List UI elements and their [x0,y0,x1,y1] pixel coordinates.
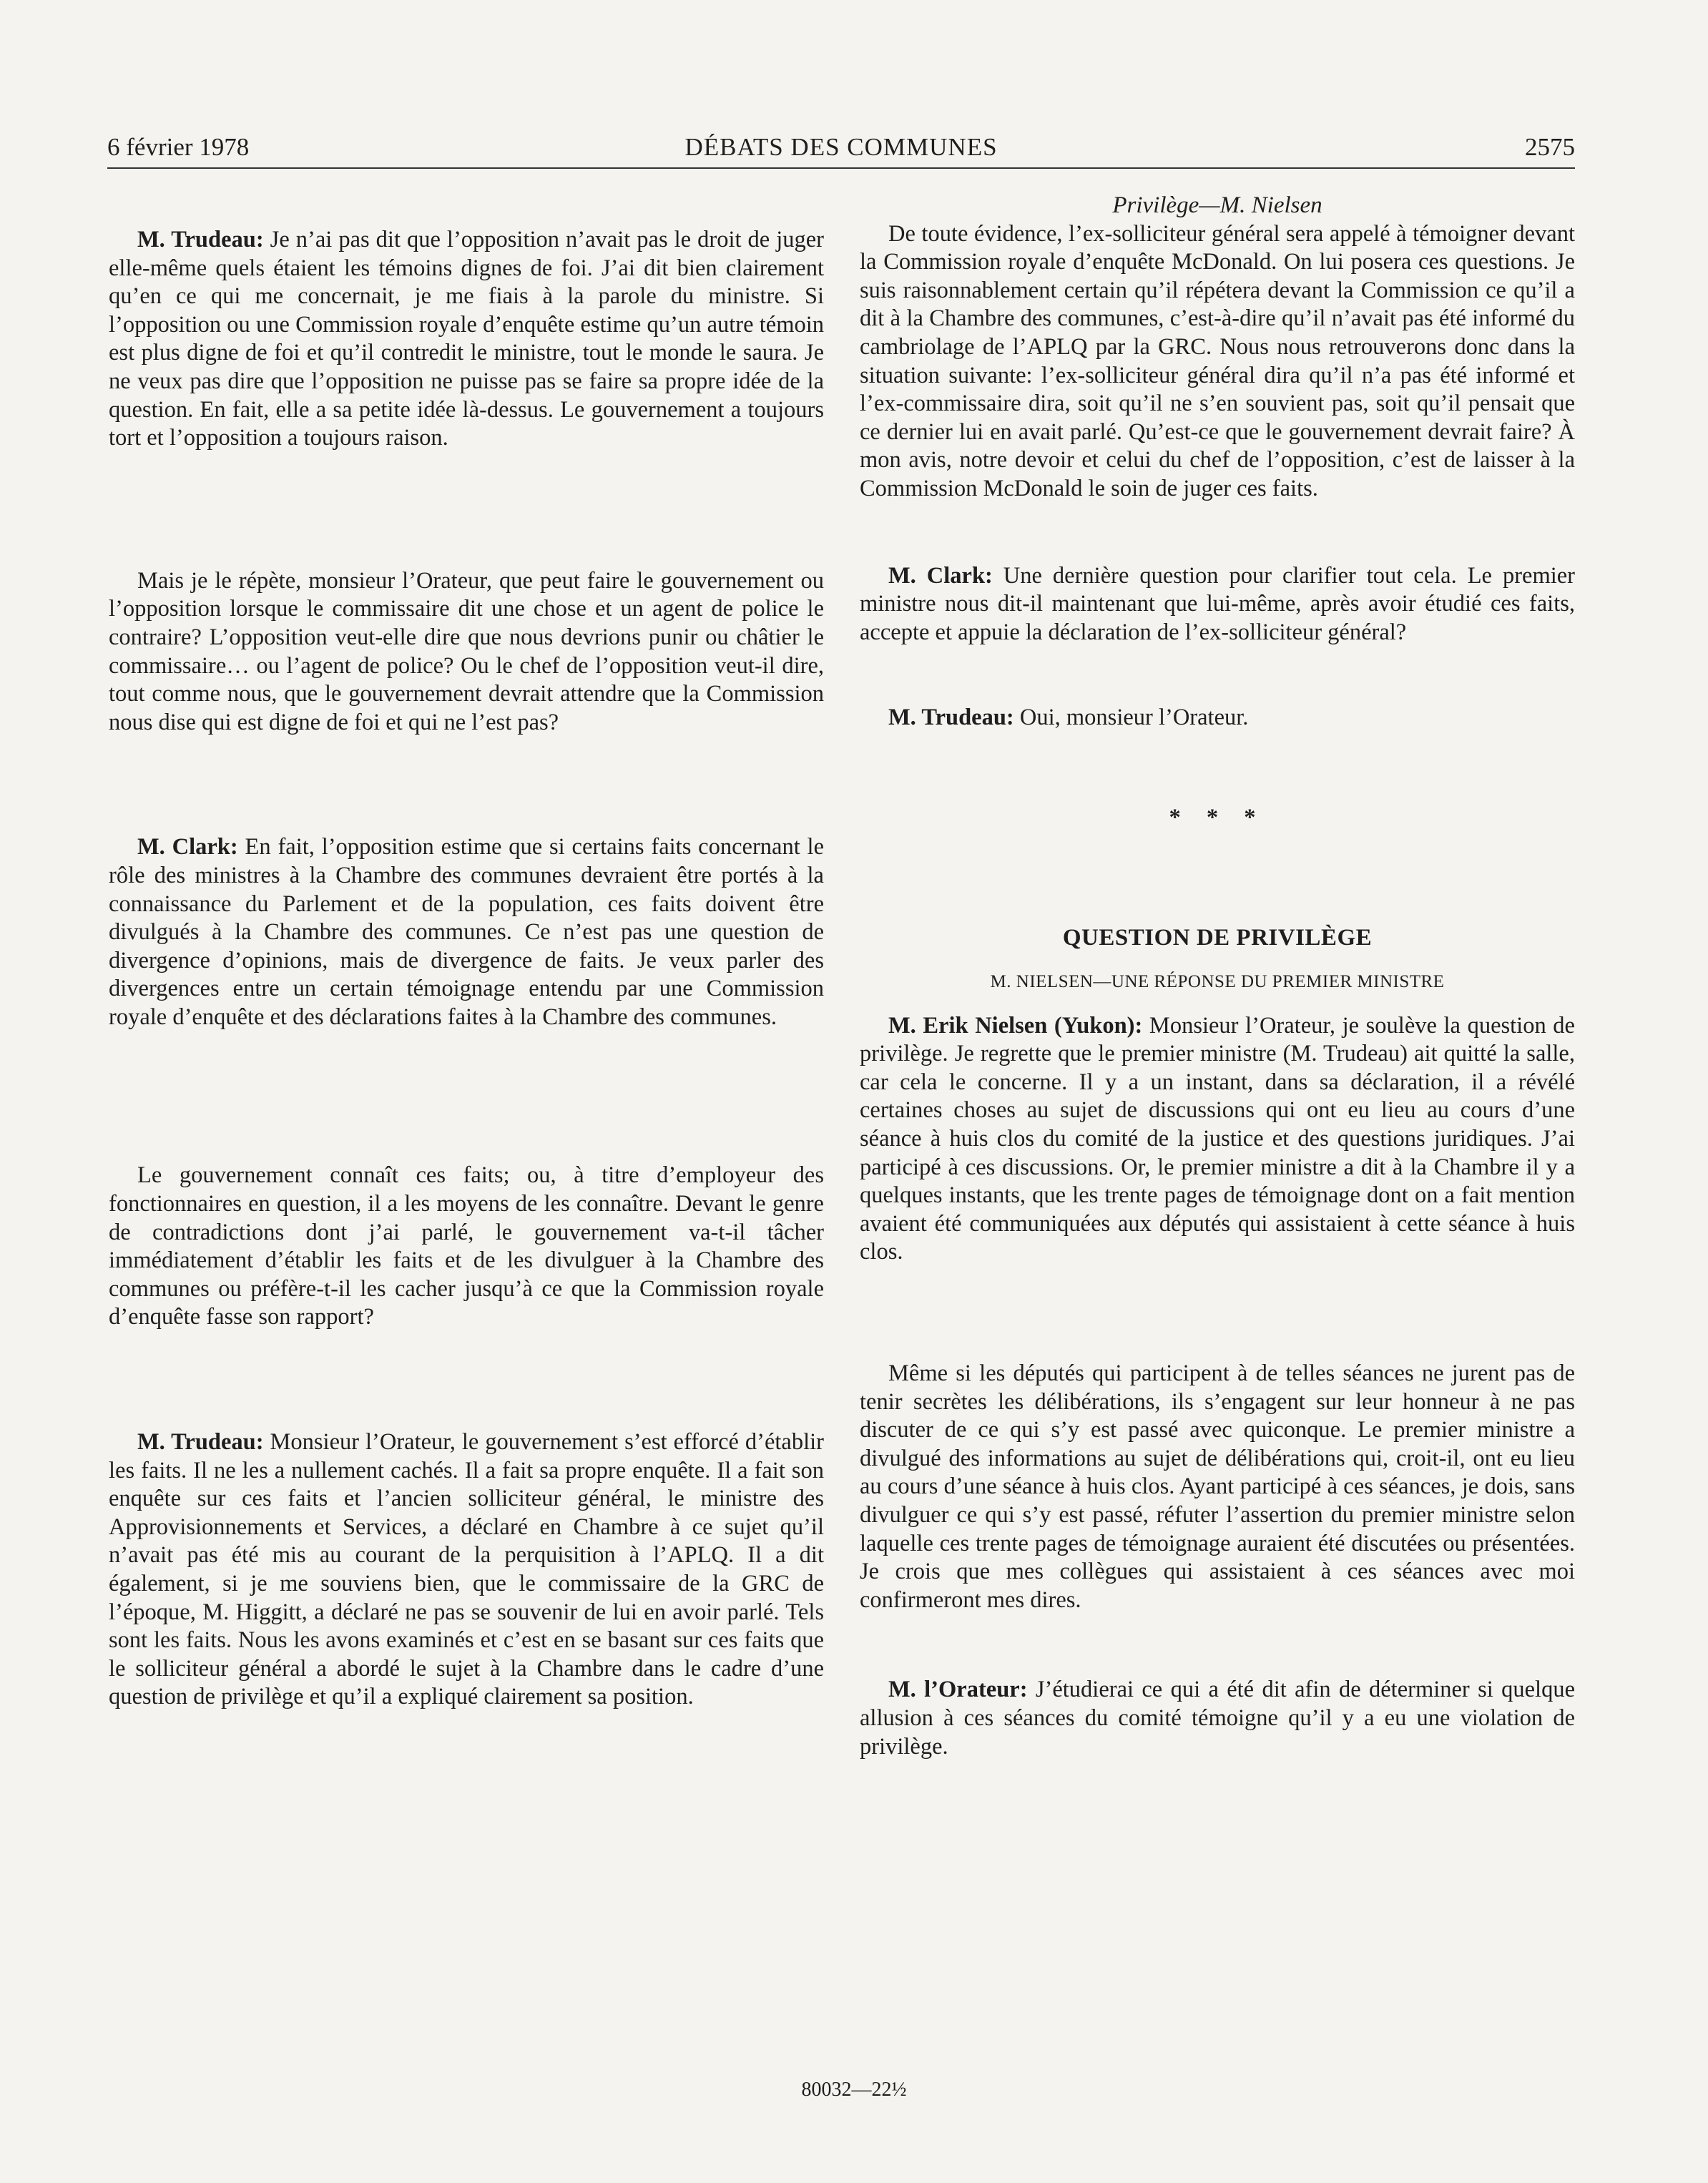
paragraph [109,833,824,1031]
speaker-name: M. Clark: [137,834,238,860]
speaker-name: M. l’Orateur: [888,1677,1028,1703]
paragraph [860,562,1575,647]
paragraph-text: Oui, monsieur l’Orateur. [1013,705,1249,731]
paragraph [860,1360,1575,1614]
paragraph-text: Monsieur l’Orateur, je soulève la question de privilège. Je regrette que le premier ministre (M. Trudeau) ait quitté la salle, car cela le concerne. Il y a un instant, dans sa déclaration, il a révélé certaines choses au sujet de discussions qui ont eu lieu au cours d’une séance à huis clos du comité de la justice et des questions juridiques. J’ai participé à ces discussions. Or, le premier ministre a dit à la Chambre il y a quelques instants, que les trente pages de témoignage dont on a fait mention avaient été communiquées aux députés qui assistaient à cette séance à huis clos. [860,1012,1575,1265]
speaker-name: M. Trudeau: [888,705,1014,731]
paragraph [860,1676,1575,1761]
paragraph [860,220,1575,504]
paragraph [860,1012,1575,1267]
paragraph-text: Le gouvernement connaît ces faits; ou, à titre d’employeur des fonctionnaires en question, il a les moyens de les connaître. Devant le genre de contradictions dont j’ai parlé, le gouvernement va-t-il tâcher immédiatement d’établir les faits et de les divulguer à la Chambre des communes ou préfère-t-il les cacher jusqu’à ce que la Commission royale d’enquête fasse son rapport? [109,1162,824,1330]
paragraph-text: Mais je le répète, monsieur l’Orateur, que peut faire le gouvernement ou l’opposition lorsque le commissaire dit une chose et un agent de police le contraire? L’opposition veut-elle dire que nous devrions punir ou châtier le commissaire… ou l’agent de police? Ou le chef de l’opposition veut-il dire, tout comme nous, que le gouvernement devrait attendre que la Commission nous dise qui est digne de foi et qui ne l’est pas? [109,567,824,735]
speaker-name: M. Erik Nielsen (Yukon): [888,1012,1143,1039]
paragraph-text: Même si les députés qui participent à de telles séances ne jurent pas de tenir secrètes les délibérations, ils s’engagent sur leur honneur à ne pas discuter de ce qui s’y est passé avec quiconque. Le premier ministre a divulgué des informations au sujet de délibérations qui, croit-il, ont eu lieu au cours d’une séance à huis clos. Ayant participé à ces séances, je dois, sans divulguer ce qui s’y est passé, réfuter l’assertion du premier ministre selon laquelle ces trente pages de témoignage auraient été discutées ou présentées. Je crois que mes collègues qui assistaient à ces séances avec moi confirmeront mes dires. [860,1360,1575,1613]
page-footer-code: 80032—22½ [801,2079,907,2101]
paragraph-text: Je n’ai pas dit que l’opposition n’avait pas le droit de juger elle-même quels étaient les témoins dignes de foi. J’ai dit bien clairement qu’en ce qui me concernait, je me fiais à la parole du ministre. Si l’opposition ou une Commission royale d’enquête estime qu’un autre témoin est plus digne de foi et qu’il contredit le ministre, tout le monde le saura. Je ne veux pas dire que l’opposition ne puisse pas se faire sa propre idée de la question. En fait, elle a sa petite idée là-dessus. Le gouvernement a toujours tort et l’opposition a toujours raison. [109,227,824,451]
header-title: DÉBATS DES COMMUNES [684,133,998,161]
running-head: Privilège—M. Nielsen [1112,192,1322,218]
paragraph-text: De toute évidence, l’ex-solliciteur général sera appelé à témoigner devant la Commission royale d’enquête McDonald. On lui posera ces questions. Je suis raisonnablement certain qu’il répétera devant la Commission ce qu’il a dit à la Chambre des communes, c’est-à-dire qu’il n’avait pas été informé du cambriolage de l’APLQ par la GRC. Nous nous retrouverons donc dans la situation suivante: l’ex-solliciteur général dira qu’il n’a pas été informé et l’ex-commissaire dira, soit qu’il ne s’en souvient pas, soit qu’il pensait que ce dernier lui en avait parlé. Qu’est-ce que le gouvernement devrait faire? À mon avis, notre devoir et celui du chef de l’opposition, c’est de laisser à la Commission McDonald le soin de juger ces faits. [860,220,1575,501]
section-title: QUESTION DE PRIVILÈGE [1062,924,1373,951]
paragraph [109,1428,824,1712]
paragraph-text: J’étudierai ce qui a été dit afin de déterminer si quelque allusion à ces séances du comité témoigne qu’il y a eu une violation de privilège. [860,1677,1575,1760]
left-column [109,183,824,1712]
header-date: 6 février 1978 [107,133,250,161]
section-subtitle: M. NIELSEN—UNE RÉPONSE DU PREMIER MINISTRE [990,972,1445,992]
right-column [860,183,1575,1761]
paragraph [109,1162,824,1332]
speaker-name: M. Clark: [888,562,993,589]
page-header [107,130,1575,169]
paragraph [109,567,824,737]
paragraph-text: Monsieur l’Orateur, le gouvernement s’est efforcé d’établir les faits. Il ne les a nullement cachés. Il a fait sa propre enquête. Il a fait son enquête sur ces faits et l’ancien solliciteur général, le ministre des Approvisionnements et Services, a déclaré en Chambre à ce sujet qu’il n’avait pas été mis au courant de la perquisition à l’APLQ. Il a dit également, si je me souviens bien, que le commissaire de la GRC de l’époque, M. Higgitt, a déclaré ne pas se souvenir de lui en avoir parlé. Tels sont les faits. Nous les avons examinés et c’est en se basant sur ces faits que le solliciteur général a abordé le sujet à la Chambre dans le cadre d’une question de privilège et qu’il a expliqué clairement sa position. [109,1429,824,1710]
paragraph [109,226,824,453]
paragraph-text: Une dernière question pour clarifier tout cela. Le premier ministre nous dit-il maintenant que lui-même, après avoir étudié ces faits, accepte et appuie la déclaration de l’ex-solliciteur général? [860,562,1576,645]
paragraph [860,704,1575,732]
paragraph-text: En fait, l’opposition estime que si certains faits concernant le rôle des ministres à la Chambre des communes devraient être portés à la connaissance du Parlement et de la population, ces faits doivent être divulgués à la Chambre des communes. Ce n’est pas une question de divergence d’opinions, mais de divergence de faits. Je veux parler des divergences entre un certain témoignage entendu par une Commission royale d’enquête et des déclarations faites à la Chambre des communes. [109,834,825,1030]
header-page-number: 2575 [1525,133,1575,161]
section-separator: * * * [1169,804,1266,830]
speaker-name: M. Trudeau: [137,227,264,252]
speaker-name: M. Trudeau: [137,1429,264,1456]
